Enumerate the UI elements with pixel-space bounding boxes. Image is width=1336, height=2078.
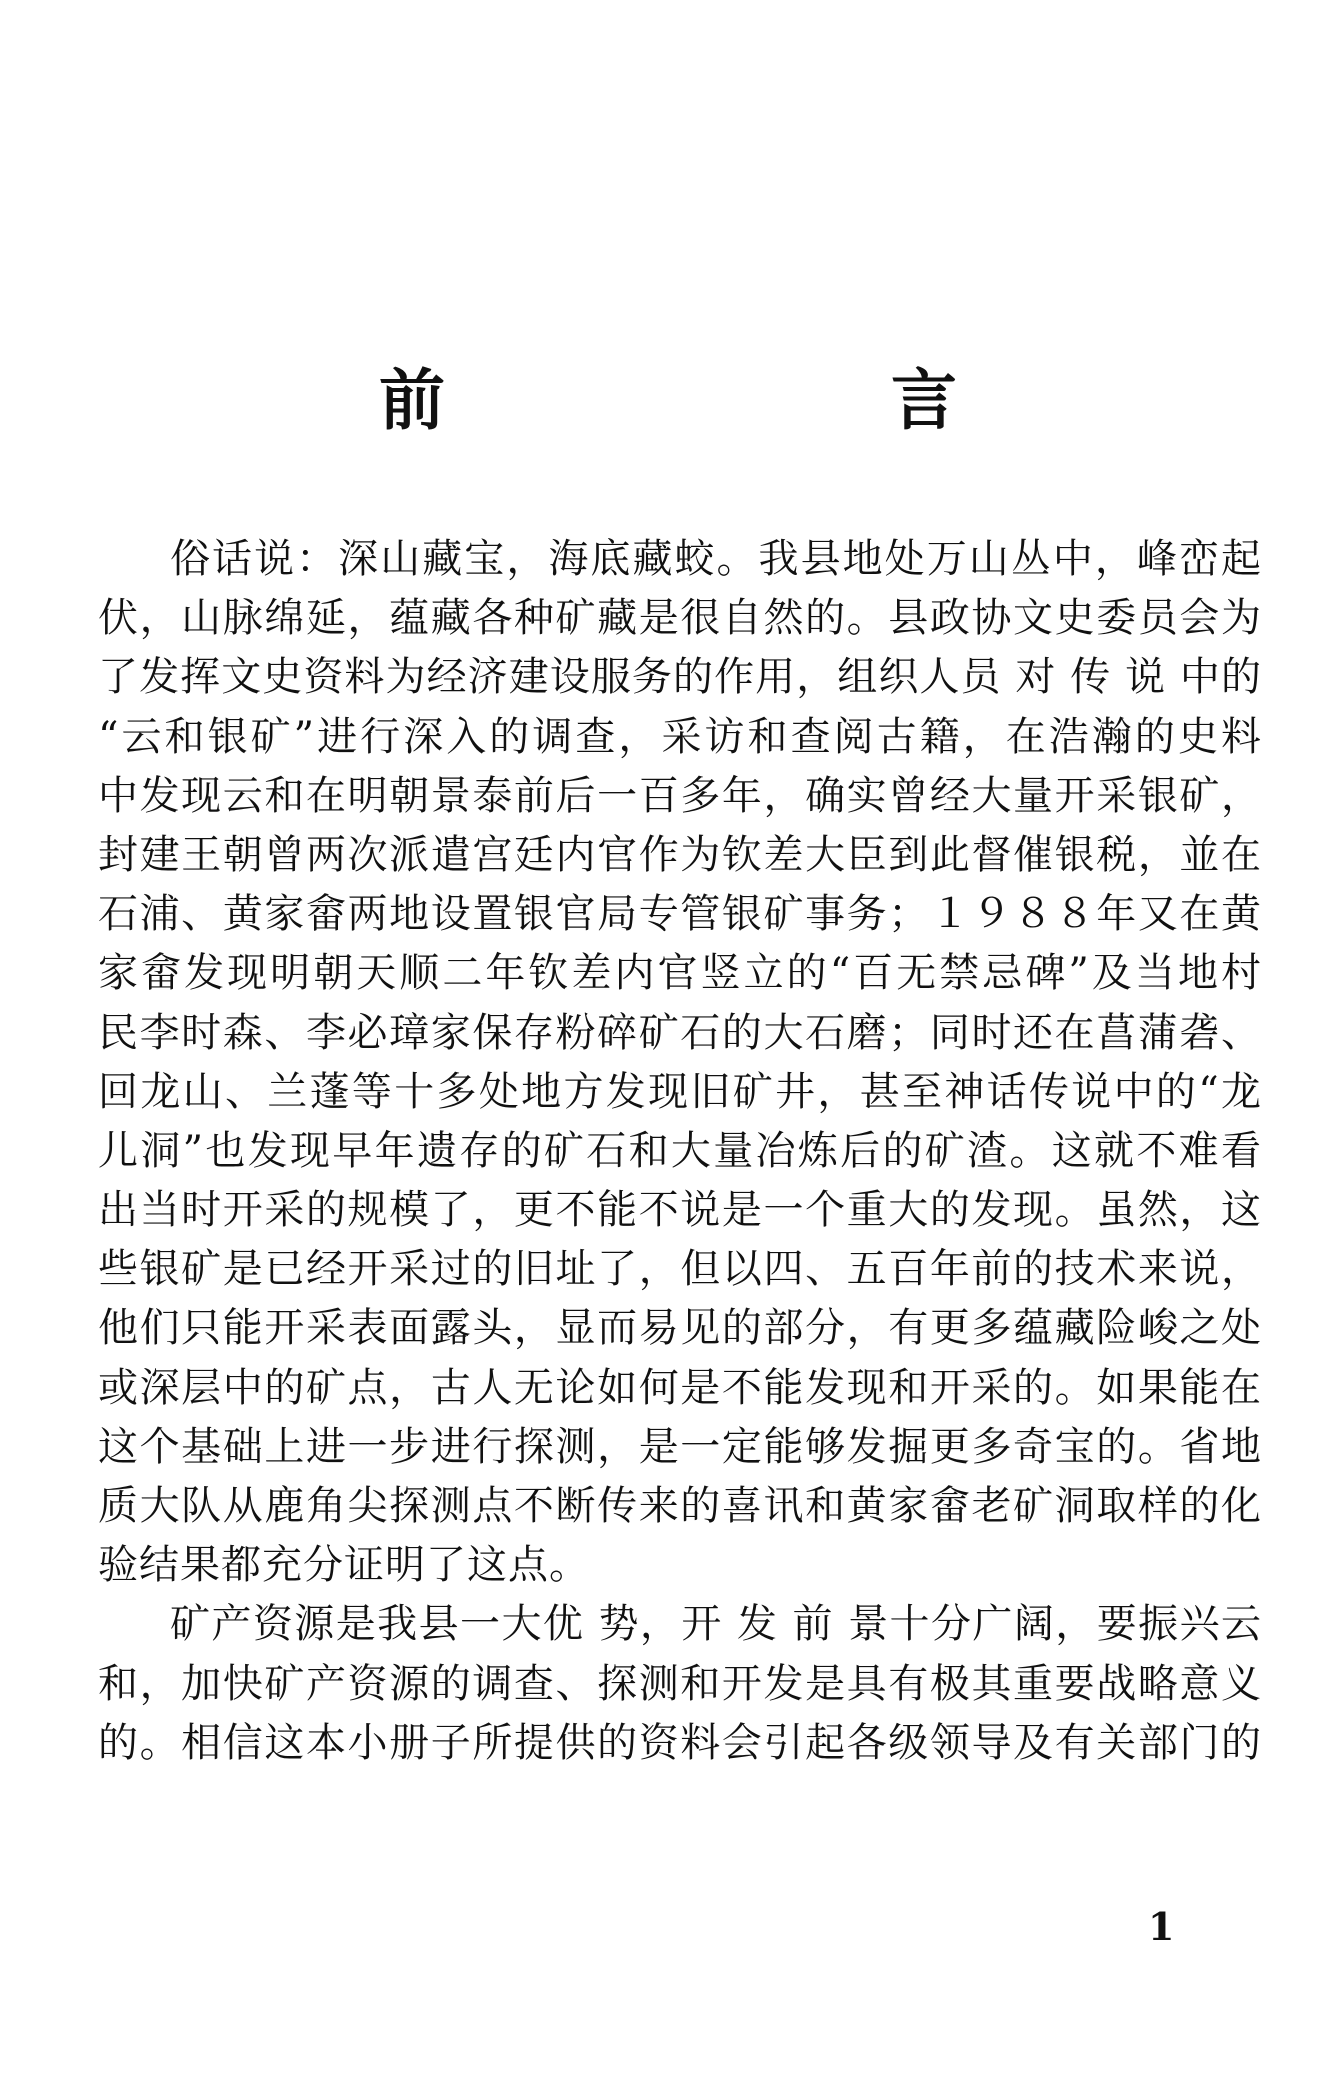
- text-line: “云和银矿”进行深入的调查，采访和查阅古籍，在浩瀚的史料: [98, 713, 1262, 760]
- text-line: 家畲发现明朝天顺二年钦差内官竖立的“百无禁忌碑”及当地村: [98, 950, 1262, 997]
- body-text: [98, 530, 1262, 1773]
- text-line: 封建王朝曾两次派遣宫廷内官作为钦差大臣到此督催银税，並在: [98, 831, 1262, 878]
- text-line: 回龙山、兰蓬等十多处地方发现旧矿井，甚至神话传说中的“龙: [98, 1068, 1262, 1115]
- text-line: 中发现云和在明朝景泰前后一百多年，确实曾经大量开采银矿，: [98, 772, 1262, 819]
- text-line: 俗话说：深山藏宝，海底藏蛟。我县地处万山丛中，峰峦起: [170, 536, 1262, 582]
- text-line: 了发挥文史资料为经济建设服务的作用，组织人员 对 传 说 中的: [98, 654, 1262, 701]
- text-line: 矿产资源是我县一大优 势，开 发 前 景十分广阔，要振兴云: [170, 1601, 1262, 1648]
- text-line: 的。相信这本小册子所提供的资料会引起各级领导及有关部门的: [98, 1719, 1262, 1766]
- text-line: 儿洞”也发现早年遗存的矿石和大量冶炼后的矿渣。这就不难看: [98, 1127, 1262, 1174]
- text-line: 民李时森、李必璋家保存粉碎矿石的大石磨；同时还在菖蒲砻、: [98, 1009, 1262, 1056]
- text-line: 或深层中的矿点，古人无论如何是不能发现和开采的。如果能在: [98, 1364, 1262, 1411]
- page-number: 1: [1148, 1904, 1175, 1949]
- text-line: 石浦、黄家畲两地设置银官局专管银矿事务；１９８８年又在黄: [98, 891, 1262, 938]
- text-line: 和，加快矿产资源的调查、探测和开发是具有极其重要战略意义: [98, 1660, 1262, 1707]
- text-line: 伏，山脉绵延，蕴藏各种矿藏是很自然的。县政协文史委员会为: [98, 595, 1262, 642]
- text-line: 验结果都充分证明了这点。: [98, 1542, 590, 1589]
- text-line: 些银矿是已经开采过的旧址了，但以四、五百年前的技术来说，: [98, 1246, 1262, 1293]
- text-line: 出当时开采的规模了，更不能不说是一个重大的发现。虽然，这: [98, 1187, 1262, 1234]
- page-title: 前 言: [379, 361, 1147, 439]
- text-line: 这个基础上进一步进行探测，是一定能够发掘更多奇宝的。省地: [98, 1423, 1262, 1470]
- text-line: 他们只能开采表面露头，显而易见的部分，有更多蕴藏险峻之处: [98, 1305, 1262, 1352]
- text-line: 质大队从鹿角尖探测点不断传来的喜讯和黄家畲老矿洞取样的化: [98, 1483, 1262, 1529]
